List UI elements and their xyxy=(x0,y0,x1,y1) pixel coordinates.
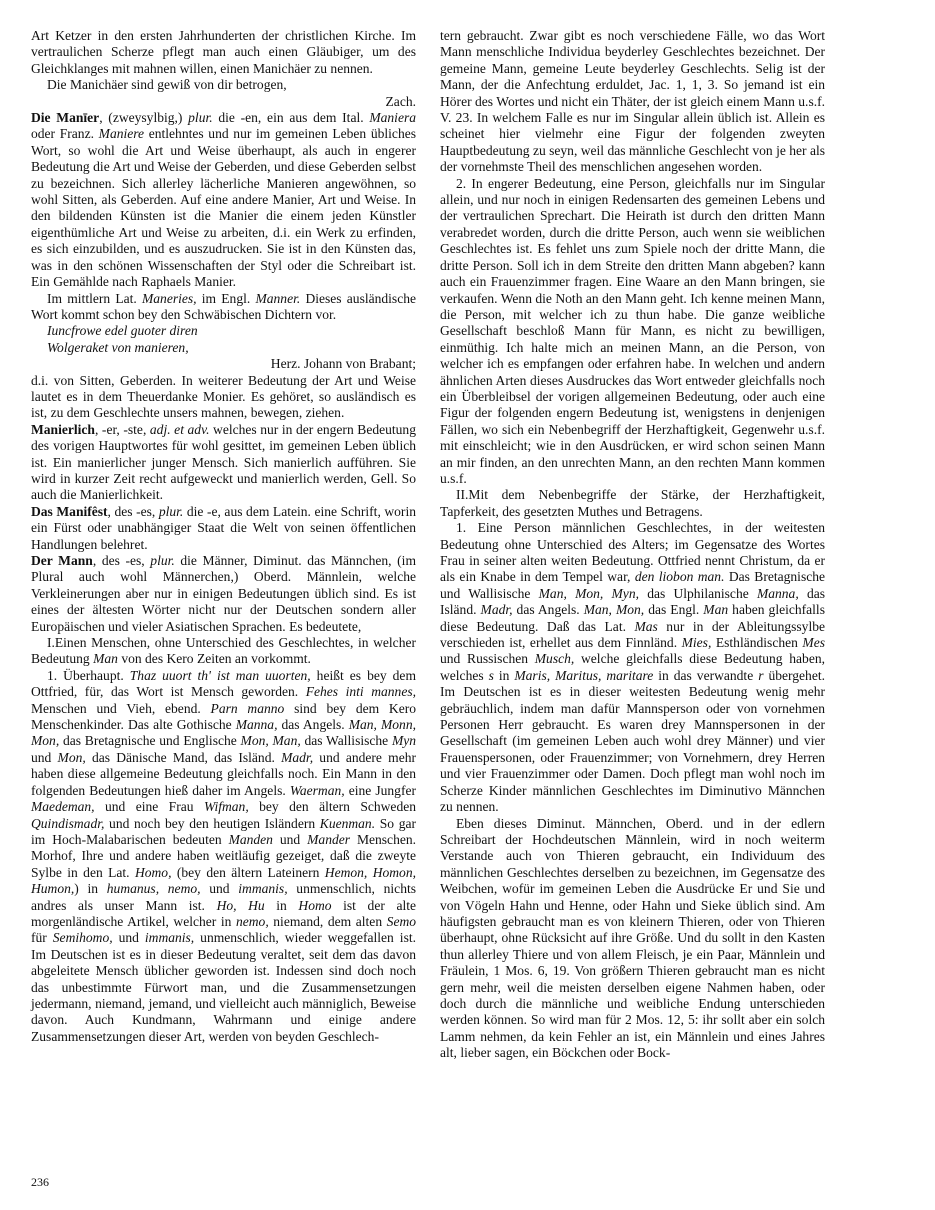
quote-source: Herz. Johann von Brabant; xyxy=(270,356,416,372)
paragraph-mann-i: I.Einen Menschen, ohne Unterschied des Geschlechtes, in welcher Bedeutung Man von des Kero Zeiten an vorkommt. xyxy=(31,635,416,667)
entry-mann: Der Mann, des -es, plur. die Männer, Diminut. das Männchen, (im Plural auch wohl Männerchen,) Oberd. Männlein, welche Verkleinerungen aber nur in einigen Bedeutungen üblich sind. Es ist eines der ältesten Wörter nicht nur der Deutschen sondern aller Europäischen und vieler Asiatischen Sprachen. Es bedeutete, xyxy=(31,553,416,634)
headword: Das Manifêst xyxy=(31,503,108,519)
paragraph-mann-i-2: 2. In engerer Bedeutung, eine Person, gleichfalls nur im Singular allein, und nur noch in einigen Redensarten des gemeinen Lebens und der vertraulichen Sprechart. Die Heirath ist durch den dritten Mann verabredet worden, durch die dritte Person, auch wenn sie weiblichen Geschlechtes ist. Es fehlet uns zum Spiele noch der dritte Mann, die dritte Person. Soll ich in dem Streite den dritten Mann abgeben? kann auch ein Frauenzimmer fragen. Eine Waare an den Mann bringen, sie verkaufen. Wenn die Noth an den Mann geht. Ich kenne meinen Mann, die Person, mit welcher ich zu thun habe. Die ganze weibliche Gesellschaft beschloß Mann für Mann, es nicht zu bewilligen, einmüthig. Ich halte mich an meinen Mann, an die Person, von welcher ich es empfangen oder erfahren habe. In welchen und andern ähnlichen Arten dieses Ausdruckes das Wort entweder gleichfalls noch ein Überbleibsel der vorigen allgemeinen Bedeutung, oder auch eine Figur der folgenden engern Bedeutung ist, wenigstens in denjenigen Fällen, wo sich ein Nebenbegriff der Herzhaftigkeit, Gegenwehr u.s.f. mit einschleicht; wie in den Ausdrücken, er wird schon seinen Mann an mir finden, an den unrechten Mann, an den rechten Mann kommen u.s.f. xyxy=(440,175,825,486)
paragraph-mann-ii-1: 1. Eine Person männlichen Geschlechtes, in der weitesten Bedeutung ohne Unterschied des Alters; im Gegensatze des Wortes Frau in seiner alten weiten Bedeutung. Ottfried nennt Christum, da er als ein Knabe in dem Tempel war, den liobon man. Das Bretagnische und Wallisische Man, Mon, Myn, das Ulphilanische Manna, das Isländ. Madr, das Angels. Man, Mon, das Engl. Man haben gleichfalls diese Bedeutung. Daß das Lat. Mas nur in der Ableitungssylbe verschieden ist, erhellet aus dem Finnländ. Mies, Esthländischen Mes und Russischen Musch, welche gleichfalls diese Bedeutung haben, welches s in Maris, Maritus, maritare in das verwandte r übergehet. Im Deutschen ist es in dieser weitesten Bedeutung wenig mehr gebräuchlich, indem man dafür Mannsperson oder von vornehmen Personen Herr gebraucht. Es waren drey Mannspersonen in der Gesellschaft (im gemeinen Leben auch wohl drey Männer) und vier Frauenspersonen, oder Frauenzimmer; von Vornehmern, drey Herren und vier Frauenzimmer oder Damen. Doch pflegt man wohl noch im Scherze Kinder männlichen Geschlechtes im Diminutivo Männchen zu nennen. xyxy=(440,520,826,815)
entry-manierlich: Manierlich, -er, -ste, adj. et adv. welches nur in der engern Bedeutung des vorigen Hauptwortes für wohl gesittet, im gemeinen Leben üblich ist. Ein manierlicher junger Mensch. Sich manierlich aufführen. Sie wird in kurzer Zeit recht aufgeweckt und manierlich werden, Gell. So auch die Manierlichkeit. xyxy=(31,421,416,503)
verse-line: Wolgeraket von manieren, xyxy=(47,339,189,355)
entry-manier: Die Manīer, (zweysylbig,) plur. die -en, ein aus dem Ital. Maniera oder Franz. Maniere entlehntes und nur im gemeinen Leben übliches Wort, so wohl die Art und Weise überhaupt, als auch in engerer Bedeutung die Art und Weise der Geberden, und diese Geberden selbst zu bezeichnen. Sich allerley lächerliche Manieren angewöhnen, so wohl Sitten, als Geberden. Auf eine andere Manier, Art und Weise. In den bildenden Künsten ist die Manier die einem jeden Künstler eigenthümliche Art und Weise zu arbeiten, d.i. ein Werk zu erfinden, es sich einzubilden, und es auszudrucken. Sie ist in den Künsten das, was in den schönen Wissenschaften der Styl oder die Schreibart ist. Ein Gemählde nach Raphaels Manier. xyxy=(31,110,417,290)
paragraph-maennchen: Eben dieses Diminut. Männchen, Oberd. und in der edlern Schreibart der Hochdeutschen Männlein, wird in noch weiterm Verstande auch von Thieren gebraucht, ein Individuum des männlichen Geschlechtes derselben zu bezeichnen, im Gegensatze des Weibchen, wofür im gemeinen Leben die Ausdrücke Er und Sie und von Vögeln Hahn und Henne, oder Hahn und Sieke üblich sind. Am häufigsten gebraucht man es von kleinern Thieren, oder von Thieren überhaupt, ohne Rücksicht auf ihre Größe. Und du sollt in den Kasten thun allerley Thiere und von allem Fleisch, je ein Paar, Männlein und Fräulein, 1 Mos. 6, 19. Von größern Thieren gebraucht man es nicht gern mehr, weil die meisten derselben eigene Nahmen haben, oder doch durch die männliche und weibliche Endung unterschieden werden können. So wird man für 2 Mos. 12, 5: ihr sollt aber ein solch Lamm nehmen, da kein Fehler an ist, ein Männlein und eines Jahres alt, lieber sagen, ein Böckchen oder Bock- xyxy=(440,815,825,1061)
left-column xyxy=(31,28,416,1045)
headword: Die Manīer xyxy=(31,110,100,126)
paragraph-continuation: tern gebraucht. Zwar gibt es noch verschiedene Fälle, wo das Wort Mann menschliche Individua beyderley Geschlechtes bezeichnet. Der gemeine Mann, gemeine Leute beyderley Geschlechts. Selig ist der Mann, der die Anfechtung erduldet, Jac. 1, 1, 3. So jemand ist ein Hörer des Wortes und nicht ein Thäter, der ist gleich einem Mann u.s.f. V. 23. In welchem Falle es nur im Singular allein üblich ist. Allein es scheinet hier vielmehr eine Figur der folgenden zweyten Hauptbedeutung zu seyn, weil das männliche Geschlecht von je her als der vornehmste Theil des menschlichen angesehen worden. xyxy=(440,28,825,175)
right-column xyxy=(440,28,825,1062)
paragraph-manier-meaning: d.i. von Sitten, Geberden. In weiterer Bedeutung der Art und Weise lautet es in dem Theuerdanke Monier. Es gehöret, so ausländisch es ist, zu dem Geschlechte unsers mahnen, bewegen, ziehen. xyxy=(31,372,416,421)
verse-line: Iuncfrowe edel guoter diren xyxy=(47,323,198,339)
quote-line: Die Manichäer sind gewiß von dir betrogen, xyxy=(47,77,287,93)
headword: Der Mann xyxy=(31,553,93,568)
paragraph-manichaeer: Art Ketzer in den ersten Jahrhunderten der christlichen Kirche. Im vertraulichen Scherze pflegt man auch einen Gläubiger, um des Gleichklanges mit mahnen willen, einen Manichäer zu nennen. xyxy=(31,28,416,76)
page-number: 236 xyxy=(31,1175,49,1189)
paragraph-mann-ii: II.Mit dem Nebenbegriffe der Stärke, der Herzhaftigkeit, Tapferkeit, des gesetzten Muthes und Betragens. xyxy=(440,487,825,519)
quote-source: Zach. xyxy=(385,93,416,109)
headword: Manierlich xyxy=(31,421,95,437)
entry-manifest: Das Manifêst, des -es, plur. die -e, aus dem Latein. eine Schrift, worin ein Fürst oder unabhängiger Staat die Welt von seinen öffentlichen Handlungen belehret. xyxy=(31,503,416,552)
paragraph-mann-i-1: 1. Überhaupt. Thaz uuort th' ist man uuorten, heißt es bey dem Ottfried, für, das Wort ist Mensch geworden. Fehes inti mannes, Menschen und Vieh, ebend. Parn manno sind bey dem Kero Menschenkinder. Das alte Gothische Manna, das Angels. Man, Monn, Mon, das Bretagnische und Englische Mon, Man, das Wallisische Myn und Mon, das Dänische Mand, das Isländ. Madr, und andere mehr haben diese allgemeine Bedeutung gleichfalls noch. Ein Mann in den folgenden Bedeutungen hieß daher im Angels. Waerman, eine Jungfer Maedeman, und eine Frau Wifman, bey den ältern Schweden Quindismadr, und noch bey den heutigen Isländern Kuenman. So gar im Hoch-Malabarischen bedeuten Manden und Mander Menschen. Morhof, Ihre und andere haben weitläufig gezeiget, daß die zweyte Sylbe in den Lat. Homo, (bey den ältern Lateinern Hemon, Homon, Humon,) in humanus, nemo, und immanis, unmenschlich, nichts andres als unser Mann ist. Ho, Hu in Homo ist der alte morgenländische Artikel, welcher in nemo, niemand, dem alten Semo für Semihomo, und immanis, unmenschlich, wieder weggefallen ist. Im Deutschen ist es in dieser Bedeutung veraltet, seit dem das davon abgeleitete Mensch üblicher geworden ist. Indessen sind doch noch das unbestimmte Fürwort man, und die Zusammensetzungen jedermann, niemand, jemand, und vielleicht auch männiglich, Beweise davon. Auch Kundmann, Wahrmann und einige andere Zusammensetzungen dieser Art, werden von beyden Geschlech- xyxy=(31,667,417,1044)
paragraph-manier-etymology: Im mittlern Lat. Maneries, im Engl. Manner. Dieses ausländische Wort kommt schon bey den Schwäbischen Dichtern vor. xyxy=(31,290,416,322)
